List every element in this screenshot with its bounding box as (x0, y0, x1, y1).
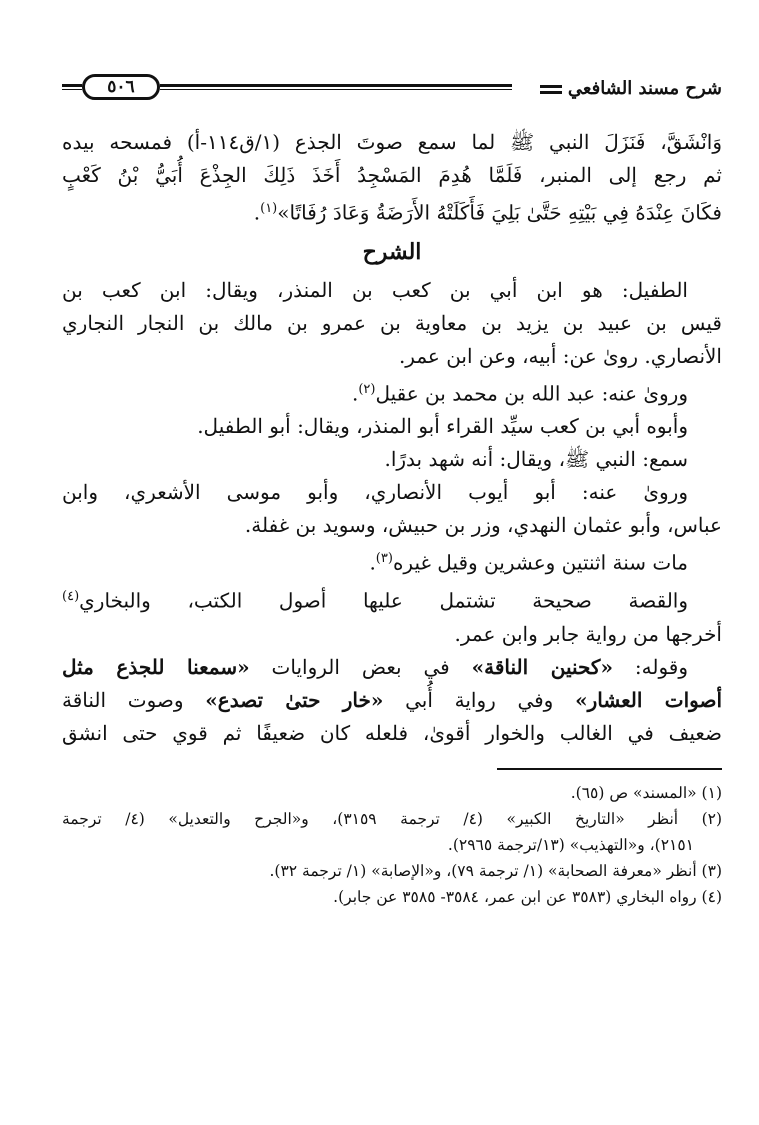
double-rule-ornament (540, 85, 562, 94)
header-rule-left (62, 84, 82, 90)
footnote-ref: (٤) (62, 588, 80, 604)
text-line: ثم رجع إلى المنبر، فَلَمَّا هُدِمَ المَسْجِدُ أَخَذَ ذَلِكَ الجِذْعَ أُبَيُّ بْنُ كَعْبٍ (62, 163, 722, 187)
footnote-ref: (١) (260, 201, 278, 216)
text-line: وأبوه أبي بن كعب سيِّد القراء أبو المنذر، ويقال: أبو الطفيل. (197, 414, 688, 439)
text-line: عباس، وأبو عثمان النهدي، وزر بن حبيش، وسويد بن غفلة. (244, 513, 722, 538)
page-number: ٥٠٦ (82, 74, 160, 100)
text-line: الأنصاري. روىٰ عن: أبيه، وعن ابن عمر. (398, 343, 722, 368)
text-line: قيس بن عبيد بن يزيد بن معاوية بن عمرو بن مالك بن النجار النجاري (62, 310, 722, 335)
text-line: فكَانَ عِنْدَهُ فِي بَيْتِهِ حَتَّىٰ بَلِيَ فَأَكَلَتْهُ الأَرَضَةُ وَعَادَ رُفَاتًا»$^{(١)}$. (253, 200, 722, 225)
main-text (62, 126, 722, 750)
footnote-ref: (٢) (358, 381, 376, 397)
running-title: شرح مسند الشافعي (534, 78, 722, 99)
footnote-continuation: ٢١٥١)، و«التهذيب» (١٣/ترجمة ٢٩٦٥). (447, 835, 694, 854)
header-rule-mid (160, 84, 172, 90)
text-line: وقوله: «كحنين الناقة» في بعض الروايات «سمعنا للجذع مثل (62, 654, 688, 679)
footnote-divider (497, 768, 722, 770)
text-line: الطفيل: هو ابن أبي بن كعب بن المنذر، ويقال: ابن كعب بن (62, 277, 688, 302)
section-heading: الشرح (362, 238, 422, 265)
footnote: (٣) أنظر «معرفة الصحابة» (١/ ترجمة ٧٩)، و«الإصابة» (١/ ترجمة ٣٢). (269, 861, 722, 880)
text-line: مات سنة اثنتين وعشرين وقيل غيره$^{(٣)}$. (369, 550, 688, 575)
page (62, 70, 722, 910)
footnote: (٤) رواه البخاري (٣٥٨٣ عن ابن عمر، ٣٥٨٤- ٣٥٨٥ عن جابر). (333, 887, 722, 906)
footnote-ref: (٣) (375, 551, 393, 567)
page-header (62, 70, 722, 110)
text-line: ضعيف في الغالب والخوار أقوىٰ، فلعله كان ضعيفًا ثم قوي حتى انشق (62, 720, 722, 745)
footnotes (62, 780, 722, 910)
text-line: أخرجها من رواية جابر وابن عمر. (454, 621, 722, 646)
text-line: سمع: النبي ﷺ، ويقال: أنه شهد بدرًا. (384, 447, 688, 472)
text-line: أصوات العشار» وفي رواية أُبي «خار حتىٰ تصدع» وصوت الناقة (62, 687, 723, 712)
text-line: وَانْشَقَّ، فَنَزَلَ النبي ﷺ لما سمع صوتَ الجذع (١/ق١١٤-أ) فمسحه بيده (62, 130, 723, 154)
header-rule (172, 84, 512, 90)
footnote: (٢) أنظر «التاريخ الكبير» (٤/ ترجمة ٣١٥٩)، و«الجرح والتعديل» (٤/ ترجمة (62, 809, 723, 828)
text-line: والقصة صحيحة تشتمل عليها أصول الكتب، والبخاري$^{(٤)}$ (62, 588, 688, 613)
text-line: وروىٰ عنه: أبو أيوب الأنصاري، وأبو موسى الأشعري، وابن (62, 480, 688, 505)
text-line: وروىٰ عنه: عبد الله بن محمد بن عقيل$^{(٢)}$. (351, 381, 688, 406)
footnote: (١) «المسند» ص (٦٥). (570, 783, 722, 802)
